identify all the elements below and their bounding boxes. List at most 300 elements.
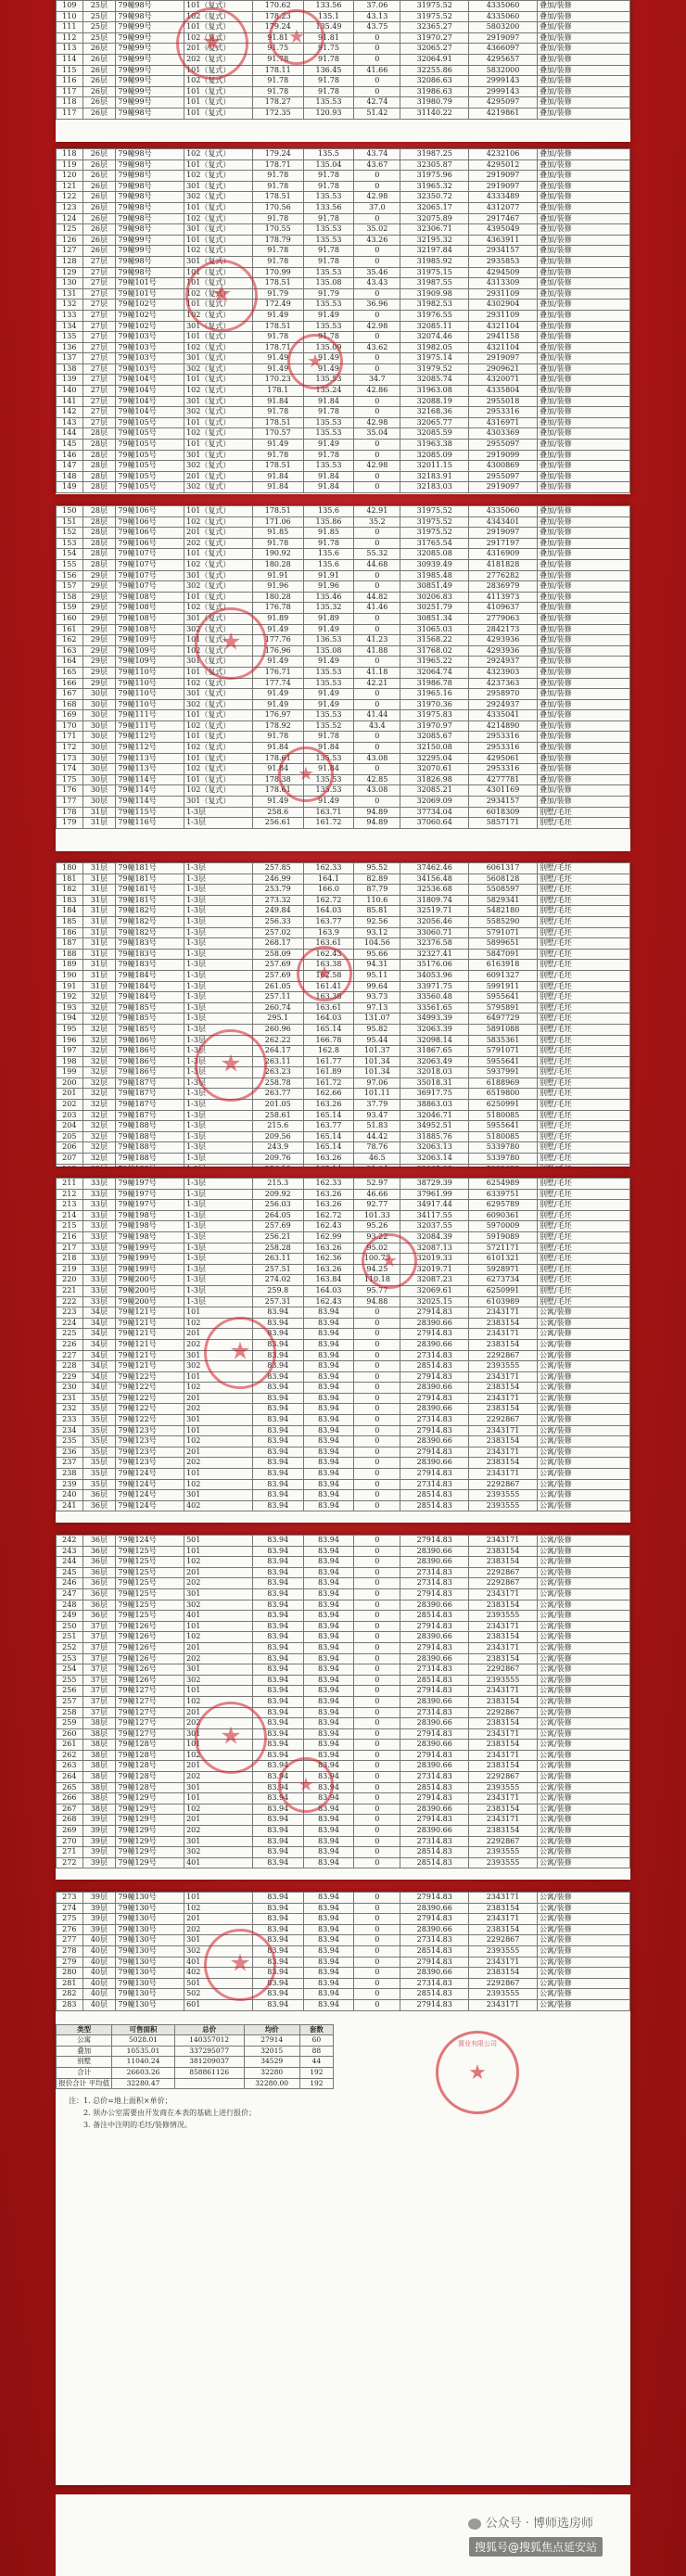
table-cell: 32197.84 [400,246,469,257]
table-cell: 0 [354,743,400,754]
table-cell: 91.49 [252,689,303,700]
table-cell: 5180085 [469,1110,538,1121]
table-row [57,818,630,829]
table-cell: 38层 [83,1782,116,1793]
table-cell: 2292867 [469,1978,538,1989]
table-cell: 26层 [83,213,116,224]
table-cell: 1-3层 [184,1264,253,1275]
table-cell: 83.94 [303,1350,354,1361]
table-cell: 83.94 [252,1621,303,1632]
table-cell: 202 [57,1100,83,1111]
table-cell: 91.78 [303,246,354,257]
summary-cell: 192 [299,2067,333,2078]
table-cell: 0 [354,440,400,451]
table-cell: 36917.75 [400,1089,469,1100]
table-cell: 91.78 [303,213,354,224]
table-cell: 32018.03 [400,1067,469,1078]
table-cell: 2919097 [469,482,538,493]
table-cell: 34层 [83,1307,116,1319]
table-cell: 34层 [83,1339,116,1350]
table-cell: 35层 [83,1447,116,1458]
table-cell: 83.94 [252,1857,303,1868]
table-cell: 公寓/装修 [537,1935,629,1946]
table-row [57,1750,630,1761]
table-cell: 0 [354,1578,400,1589]
table-cell: 79幢130号 [116,1968,184,1979]
table-cell: 79幢188号 [116,1154,184,1165]
table-cell: 27层 [83,267,116,278]
table-cell: 6163918 [469,960,538,971]
table-cell: 32085.67 [400,732,469,743]
table-cell: 79幢99号 [116,54,184,65]
table-cell: 102 [184,1696,253,1707]
table-cell: 29层 [83,645,116,657]
table-cell: 0 [354,1957,400,1968]
table-cell: 叠加/装修 [537,528,629,539]
table-cell: 0 [354,1945,400,1957]
summary-cell [174,2078,244,2089]
table-cell: 27914.83 [400,1307,469,1319]
table-cell: 186 [57,927,83,938]
summary-cell: 别墅 [57,2057,112,2068]
table-cell: 101（复式） [184,375,253,386]
table-cell: 2292867 [469,1415,538,1426]
table-cell [400,1164,469,1167]
table-cell: 170.56 [252,202,303,213]
table-cell: 202 [184,1924,253,1935]
table-cell: 33层 [83,1243,116,1254]
table-cell: 83.94 [303,1653,354,1664]
table-cell: 201 [57,1089,83,1100]
table-cell: 公寓/装修 [537,1329,629,1340]
table-cell: 1-3层 [184,1078,253,1089]
table-cell: 0 [354,1696,400,1707]
table-cell: 叠加/装修 [537,267,629,278]
table-cell: 35176.06 [400,960,469,971]
table-cell: 301 [184,1782,253,1793]
table-cell: 101（复式） [184,710,253,721]
table-cell: 101（复式） [184,86,253,97]
table-cell: 叠加/装修 [537,450,629,461]
table-cell: 264.05 [252,1210,303,1221]
table-cell: 201 [184,1707,253,1718]
table-cell: 叠加/装修 [537,332,629,343]
table-cell: 79幢112号 [116,743,184,754]
table-cell: 公寓/装修 [537,1804,629,1815]
summary-cell: 报价合计 平均值 [57,2078,112,2089]
table-cell: 公寓/装修 [537,1361,629,1372]
table-cell: 79幢198号 [116,1231,184,1243]
table-row [57,1002,630,1014]
table-row [57,1968,630,1979]
table-cell: 55.32 [354,549,400,560]
table-cell: 37层 [83,1653,116,1664]
table-cell: 278 [57,1945,83,1957]
table-cell: 0 [354,1436,400,1447]
table-cell: 叠加/装修 [537,538,629,549]
table-cell: 公寓/装修 [537,1536,629,1547]
table-cell: 35层 [83,1415,116,1426]
table-cell: 83.94 [303,1707,354,1718]
table-cell: 别墅/毛坯 [537,1231,629,1243]
table-cell: 83.94 [303,1686,354,1697]
table-cell: 31980.79 [400,97,469,108]
table-cell: 135.53 [303,267,354,278]
table-cell: 39层 [83,1836,116,1847]
table-cell: 叠加/装修 [537,657,629,668]
table-cell: 31065.03 [400,624,469,635]
table-cell: 135.86 [303,516,354,528]
table-cell: 33层 [83,1221,116,1232]
table-cell: 0 [354,471,400,482]
table-cell: 231 [57,1393,83,1404]
table-cell: 27914.83 [400,1815,469,1826]
table-cell: 295.1 [252,1014,303,1025]
table-cell: 126 [57,235,83,246]
table-cell: 公寓/装修 [537,1978,629,1989]
table-cell: 叠加/装修 [537,461,629,472]
table-cell: 115 [57,65,83,76]
table-cell: 0 [354,1479,400,1490]
table-cell: 37层 [83,1664,116,1676]
table-cell: 27层 [83,417,116,428]
table-row [57,1847,630,1858]
table-cell: 5970009 [469,1221,538,1232]
table-cell: 2343171 [469,1793,538,1804]
table-cell: 256 [57,1686,83,1697]
table-cell: 4366097 [469,44,538,55]
table-cell: 83.94 [252,1686,303,1697]
table-cell: 别墅/毛坯 [537,1275,629,1286]
table-cell: 246 [57,1578,83,1589]
table-cell: 301（复式） [184,570,253,581]
company-seal-stamp [436,2031,519,2114]
table-cell: 32306.71 [400,224,469,236]
table-cell: 109 [57,1,83,12]
table-cell: 83.94 [303,1857,354,1868]
table-cell: 83.94 [252,1447,303,1458]
table-cell: 163.61 [303,938,354,950]
table-cell: 2343171 [469,1914,538,1925]
document-page [56,1178,630,1523]
table-cell: 230 [57,1383,83,1394]
table-cell: 79幢130号 [116,1978,184,1989]
table-cell: 别墅/毛坯 [537,1121,629,1132]
table-cell: 83.94 [252,1999,303,2010]
table-row [57,396,630,407]
table-cell: 83.94 [252,1782,303,1793]
price-table [56,1178,630,1511]
table-cell: 1-3层 [184,1231,253,1243]
table-cell: 叠加/装修 [537,108,629,119]
table-cell: 28层 [83,461,116,472]
table-cell: 79幢125号 [116,1600,184,1611]
table-cell: 0 [354,689,400,700]
table-cell: 35层 [83,1393,116,1404]
table-cell: 177.74 [252,678,303,689]
table-cell: 79幢188号 [116,1131,184,1142]
table-row [57,785,630,797]
table-cell: 2383154 [469,1826,538,1837]
table-row [57,65,630,76]
table-cell: 2393555 [469,1490,538,1501]
table-cell: 176.78 [252,603,303,614]
table-cell: 79幢123号 [116,1436,184,1447]
table-cell: 187 [57,938,83,950]
table-cell: 178.71 [252,159,303,171]
table-cell: 0 [354,1968,400,1979]
table-cell: 91.91 [252,570,303,581]
table-cell: 35.04 [354,428,400,440]
table-cell: 2343171 [469,1393,538,1404]
table-cell: 2292867 [469,1567,538,1578]
table-cell: 0 [354,1740,400,1751]
table-row [57,1718,630,1729]
table-cell: 184 [57,906,83,917]
table-cell: 25层 [83,11,116,22]
table-cell: 79幢99号 [116,97,184,108]
table-cell: 135.6 [303,506,354,517]
table-cell: 2393555 [469,1782,538,1793]
table-cell: 2919097 [469,353,538,364]
table-cell: 227 [57,1350,83,1361]
table-cell: 83.94 [252,1924,303,1935]
table-cell: 95.66 [354,949,400,960]
table-cell: 26层 [83,202,116,213]
table-row [57,624,630,635]
table-cell: 302（复式） [184,581,253,593]
table-cell: 79幢125号 [116,1588,184,1600]
table-cell: 79幢99号 [116,76,184,87]
table-cell: 128 [57,256,83,267]
table-cell: 叠加/装修 [537,428,629,440]
table-row [57,1210,630,1221]
table-cell: 135.53 [303,774,354,785]
table-cell: 36层 [83,1588,116,1600]
table-cell: 31层 [83,927,116,938]
table-cell: 2383154 [469,1740,538,1751]
table-row [57,960,630,971]
table-cell: 79幢183号 [116,960,184,971]
table-cell: 0 [354,181,400,192]
table-cell: 83.94 [252,1945,303,1957]
table-cell: 公寓/装修 [537,1621,629,1632]
table-cell: 83.94 [303,1500,354,1511]
table-cell: 42.85 [354,774,400,785]
table-cell: 42.98 [354,192,400,203]
table-row [57,721,630,732]
table-cell: 2917197 [469,538,538,549]
table-cell: 26层 [83,246,116,257]
table-cell: 1-3层 [184,1131,253,1142]
table-cell: 5937991 [469,1067,538,1078]
table-cell: 91.78 [252,332,303,343]
table-cell: 33层 [83,1231,116,1243]
table-cell: 221 [57,1285,83,1296]
table-cell: 83.94 [303,1999,354,2010]
table-cell: 公寓/装修 [537,1415,629,1426]
table-cell: 32150.08 [400,743,469,754]
table-cell: 32086.63 [400,76,469,87]
table-cell: 79幢186号 [116,1046,184,1057]
table-cell: 34117.55 [400,1210,469,1221]
table-cell: 1-3层 [184,992,253,1003]
summary-cell: 27914 [244,2035,299,2047]
table-cell: 150 [57,506,83,517]
table-cell: 91.49 [303,689,354,700]
table-cell: 叠加/装修 [537,1,629,12]
table-cell: 257.69 [252,970,303,981]
table-cell: 5835361 [469,1035,538,1046]
table-cell: 91.75 [303,44,354,55]
table-cell: 别墅/毛坯 [537,818,629,829]
table-cell: 公寓/装修 [537,1611,629,1622]
table-cell: 83.94 [252,1826,303,1837]
table-cell: 27层 [83,321,116,332]
table-cell: 叠加/装修 [537,613,629,624]
table-row [57,288,630,300]
table-cell: 4219861 [469,108,538,119]
table-cell: 135.53 [303,428,354,440]
table-cell: 274 [57,1903,83,1914]
table-cell: 261.05 [252,981,303,992]
table-cell: 28390.66 [400,1740,469,1751]
table-cell: 31976.55 [400,310,469,321]
table-cell: 33层 [83,1275,116,1286]
table-cell: 1-3层 [184,1014,253,1025]
table-cell: 0 [354,624,400,635]
table-cell: 35层 [83,1425,116,1436]
table-cell: 163.77 [303,916,354,927]
table-cell: 79幢103号 [116,332,184,343]
table-cell: 79幢123号 [116,1425,184,1436]
table-row [57,1067,630,1078]
table-row [57,916,630,927]
table-cell: 28层 [83,506,116,517]
table-cell: 28390.66 [400,1761,469,1772]
table-cell: 301（复式） [184,450,253,461]
table-cell: 别墅/毛坯 [537,1002,629,1014]
table-row [57,1642,630,1653]
table-cell: 5955641 [469,1056,538,1067]
table-cell: 31层 [83,916,116,927]
table-cell: 91.78 [303,450,354,461]
table-cell: 34层 [83,1361,116,1372]
table-cell: 135.53 [303,753,354,764]
table-cell: 176.71 [252,667,303,678]
table-cell: 0 [354,213,400,224]
table-cell: 32098.14 [400,1035,469,1046]
table-cell: 601 [184,1999,253,2010]
table-cell: 123 [57,202,83,213]
table-row [57,1664,630,1676]
table-cell: 35层 [83,1458,116,1469]
table-cell: 0 [354,1588,400,1600]
table-row [57,1142,630,1154]
table-cell: 32019.71 [400,1264,469,1275]
summary-cell: 337295077 [174,2046,244,2057]
table-cell: 101 [184,1621,253,1632]
table-cell: 135.53 [303,667,354,678]
table-cell: 叠加/装修 [537,689,629,700]
table-row [57,797,630,808]
table-cell: 29层 [83,581,116,593]
table-cell: 叠加/装修 [537,202,629,213]
table-cell: 6091327 [469,970,538,981]
table-cell: 83.94 [252,1793,303,1804]
table-cell: 202 [184,1653,253,1664]
summary-cell: 公寓 [57,2035,112,2047]
table-cell: 302（复式） [184,461,253,472]
table-cell: 83.94 [303,1307,354,1319]
table-row [57,528,630,539]
table-cell: 6519800 [469,1089,538,1100]
table-cell: 79幢126号 [116,1664,184,1676]
table-cell: 0 [354,310,400,321]
table-cell: 28390.66 [400,1458,469,1469]
table-cell: 101（复式） [184,97,253,108]
table-cell: 281 [57,1978,83,1989]
table-cell: 135.53 [303,224,354,236]
table-cell: 301（复式） [184,689,253,700]
table-cell: 4293936 [469,645,538,657]
table-cell: 83.94 [252,1968,303,1979]
table-cell: 79幢108号 [116,624,184,635]
table-cell: 26层 [83,65,116,76]
table-cell: 4335060 [469,11,538,22]
table-cell: 79幢197号 [116,1189,184,1200]
table-cell: 34053.96 [400,970,469,981]
table-cell: 170 [57,721,83,732]
table-row [57,440,630,451]
table-cell: 201（复式） [184,471,253,482]
table-cell: 91.78 [252,450,303,461]
table-cell: 31975.52 [400,1,469,12]
table-cell: 0 [354,246,400,257]
table-cell: 0 [354,1935,400,1946]
table-cell: 44.42 [354,1131,400,1142]
table-cell: 2955097 [469,471,538,482]
table-cell: 33060.71 [400,927,469,938]
table-cell: 260 [57,1728,83,1740]
table-cell: 31979.52 [400,363,469,375]
table-cell: 79幢124号 [116,1479,184,1490]
table-cell: 83.94 [252,1642,303,1653]
table-cell: 37961.99 [400,1189,469,1200]
table-cell: 28514.83 [400,1490,469,1501]
table-cell: 38729.39 [400,1179,469,1190]
table-cell: 79幢101号 [116,278,184,289]
table-cell: 135.6 [303,559,354,570]
table-cell: 301（复式） [184,224,253,236]
table-cell: 263.77 [252,1089,303,1100]
table-cell: 177 [57,797,83,808]
note-line: 注：1. 总价=地上面积×单价； [69,2097,172,2106]
table-cell: 2924937 [469,657,538,668]
table-cell: 265 [57,1782,83,1793]
table-cell: 188 [57,949,83,960]
table-cell: 258.78 [252,1078,303,1089]
table-cell: 28514.83 [400,1847,469,1858]
table-cell: 237 [57,1458,83,1469]
table-cell: 4323903 [469,667,538,678]
table-cell: 32085.59 [400,428,469,440]
table-cell: 公寓/装修 [537,1447,629,1458]
table-row [57,732,630,743]
table-cell: 258.28 [252,1243,303,1254]
table-cell: 83.94 [303,1425,354,1436]
table-cell: 79幢98号 [116,171,184,182]
